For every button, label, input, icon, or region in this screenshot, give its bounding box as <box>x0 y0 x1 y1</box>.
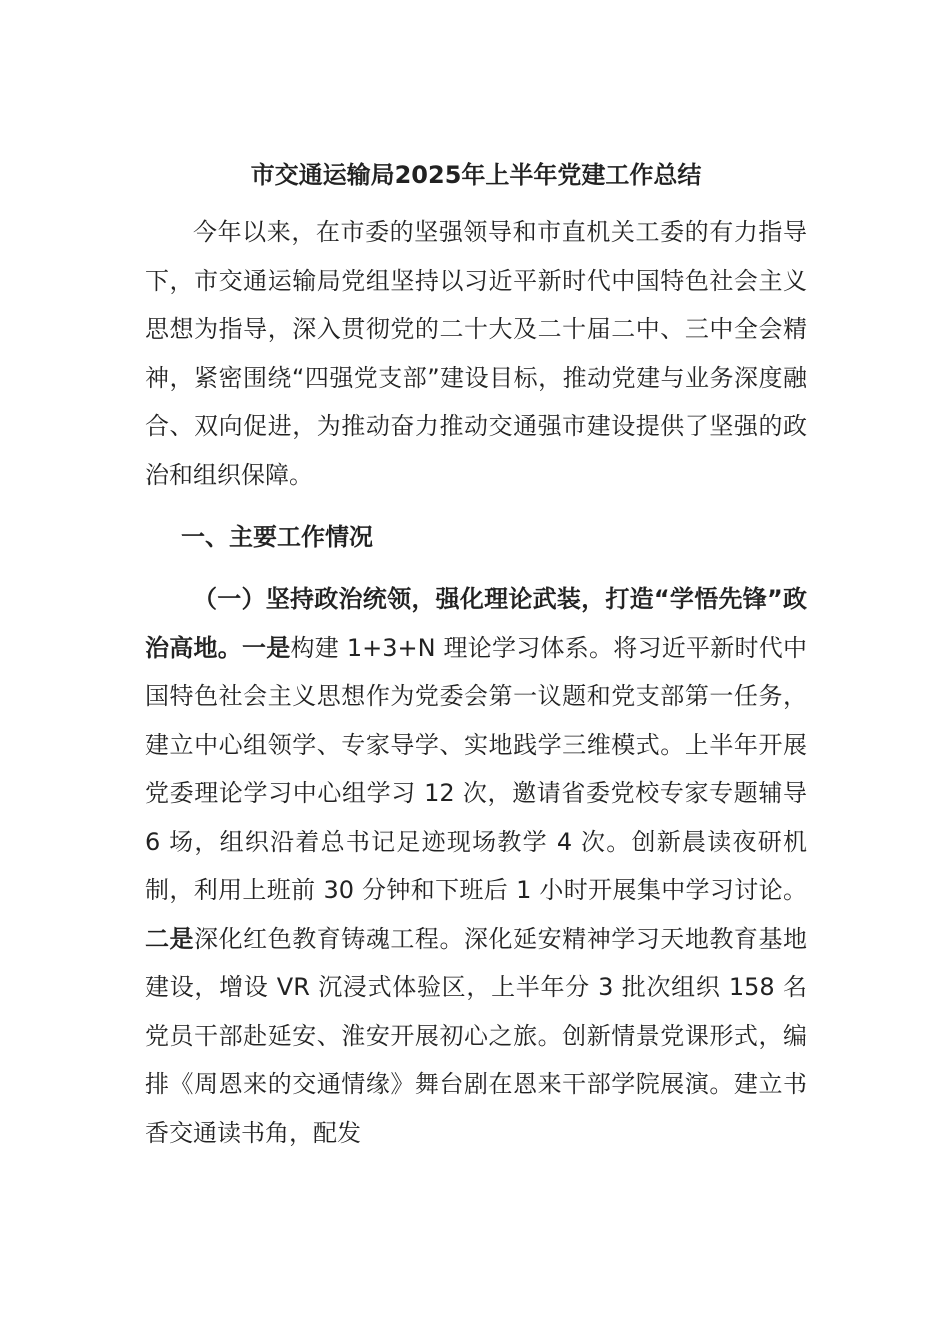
document-title: 市交通运输局2025年上半年党建工作总结 <box>250 161 702 189</box>
document-page <box>145 150 807 1157</box>
intro-paragraph: 今年以来，在市委的坚强领导和市直机关工委的有力指导下，市交通运输局党组坚持以习近平新时代中国特色社会主义思想为指导，深入贯彻党的二十大及二十届二中、三中全会精神，紧密围绕“四强党支部”建设目标，推动党建与业务深度融合、双向促进，为推动奋力推动交通强市建设提供了坚强的政治和组织保障。 <box>145 218 807 489</box>
section-heading: 一、主要工作情况 <box>181 523 373 551</box>
item-heading: （一）坚持政治统领，强化理论武装，打造“学悟先锋”政治高地。 <box>145 585 807 662</box>
item-text-1: 构建 1+3+N 理论学习体系。将习近平新时代中国特色社会主义思想作为党委会第一议题和党支部第一任务，建立中心组领学、专家导学、实地践学三维模式。上半年开展党委理论学习中心组学习 12 次，邀请省委党校专家专题辅导 6 场，组织沿着总书记足迹现场教学 4 次。创新晨读夜研机制，利用上班前 30 分钟和下班后 1 小时开展集中学习讨论。 <box>145 633 808 904</box>
section-item-paragraph <box>145 575 807 1157</box>
item-lead-1: 一是 <box>242 633 291 662</box>
item-text-2: 深化红色教育铸魂工程。深化延安精神学习天地教育基地建设，增设 VR 沉浸式体验区，上半年分 3 批次组织 158 名党员干部赴延安、淮安开展初心之旅。创新情景党课形式，编排《周恩来的交通情缘》舞台剧在恩来干部学院展演。建立书香交通读书角，配发 <box>145 924 807 1147</box>
item-lead-2: 二是 <box>145 924 195 953</box>
